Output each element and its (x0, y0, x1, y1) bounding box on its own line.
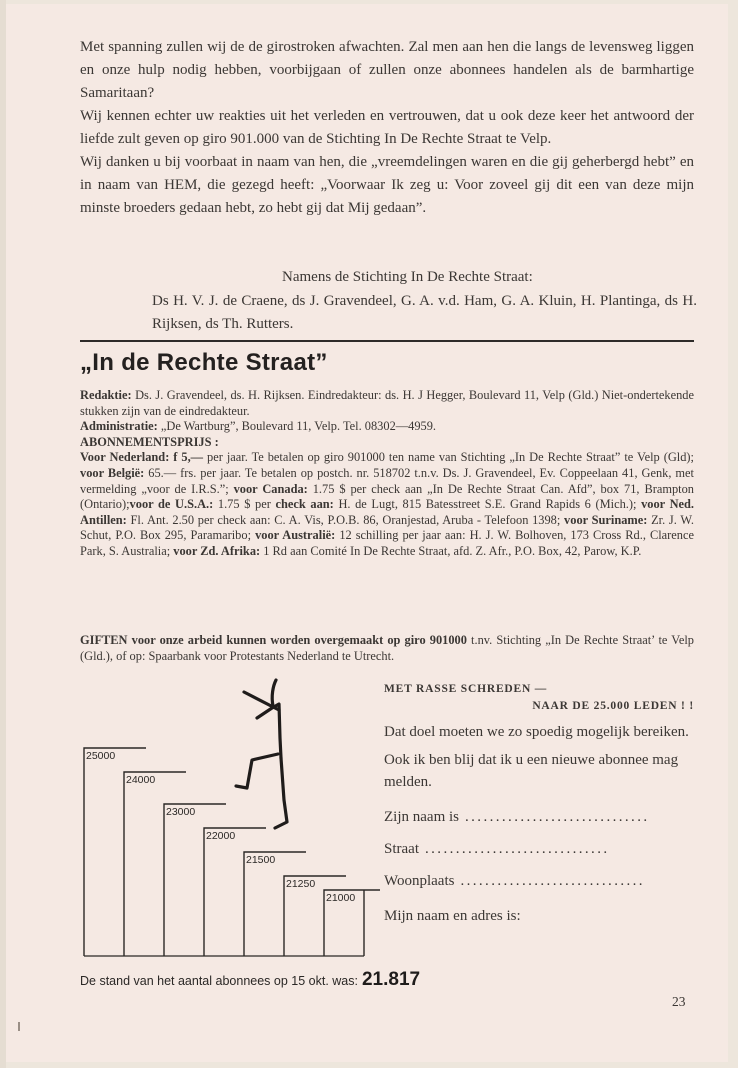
stair-step-24000 (124, 772, 186, 956)
page-number: 23 (672, 994, 686, 1009)
stair-label-24000: 24000 (126, 774, 156, 786)
ant-text: Fl. Ant. 2.50 per check aan: C. A. Vis, P.O.B. 86, Oranjestad, Aruba - Telefoon 1398; (126, 512, 565, 527)
colophon (80, 388, 694, 560)
prijs-text (80, 450, 694, 559)
us-text: 1.75 $ per (213, 497, 276, 512)
figure-body (257, 704, 281, 758)
name-dots: .............................. (465, 809, 650, 825)
stair-label-21000: 21000 (326, 892, 356, 904)
intro-paragraph-2: Wij kennen echter uw reakties uit het verleden en vertrouwen, dat u ook deze keer het antwoord der liefde zult geven op giro 901.000 van de Stichting In De Rechte Straat te Velp. (80, 108, 694, 147)
form-heading-1: MET RASSE SCHREDEN — (384, 683, 548, 695)
giften-body: t.nv. Stichting „In De Rechte Straat’ te Velp (Gld.), of op: Spaarbank voor Protestants Nederland te Utrecht. (80, 633, 694, 663)
print-speck (18, 1022, 20, 1031)
form-glad-text: Ook ik ben blij dat ik u een nieuwe abonnee mag melden. (384, 752, 679, 790)
au-text: 12 schilling per jaar aan: H. J. W. Bolhoven, 173 Cross Rd., Clarence Park, S. Australia; (80, 528, 694, 558)
giften-paragraph (80, 632, 694, 664)
subscriber-count (80, 969, 420, 991)
signature-names: Ds H. V. J. de Craene, ds J. Gravendeel, G. A. v.d. Ham, G. A. Kluin, H. Plantinga, ds H. Rijksen, ds Th. Rutters. (152, 293, 697, 332)
signature-lead: Namens de Stichting In De Rechte Straat: (282, 269, 533, 285)
subscriber-count-text: De stand van het aantal abonnees op 15 okt. was: (80, 974, 358, 988)
redaktie-label: Redaktie: (80, 388, 132, 402)
stair-label-21250: 21250 (286, 878, 316, 890)
stair-step-line (164, 804, 226, 956)
nl-label: Voor Nederland: f 5,— (80, 450, 204, 465)
figure-leg-front (236, 754, 278, 788)
redaktie-text: Ds. J. Gravendeel, ds. H. Rijksen. Eindredakteur: ds. H. J Hegger, Boulevard 11, Velp (Gld.) Niet-ondertekende stukken zijn van de eindredakteur. (80, 388, 694, 418)
admin-label: Administratie: (80, 419, 158, 434)
form-heading-2: NAAR DE 25.000 LEDEN ! ! (532, 700, 694, 712)
ant-label: voor Ned. Antillen: (80, 497, 695, 527)
name-label: Zijn naam is (384, 809, 459, 825)
giften-text (80, 632, 694, 664)
stair-step-23000 (164, 804, 226, 956)
intro-paragraph-3: Wij danken u bij voorbaat in naam van hen, die „vreemdelingen waren en die gij geherbergd hebt” en in naam van HEM, die gezegd heeft: „Voorwaar Ik zeg u: Voor zoveel gij dit een van deze mijn minste broeders gedaan hebt, zo hebt gij dat Mij gedaan”. (80, 154, 694, 216)
sr-text: Zr. J. W. Schut, P.O. Box 295, Paramaribo; (80, 512, 694, 543)
sr-label: voor Suriname: (564, 512, 648, 527)
nl-text: per jaar. Te betalen op giro 901000 ten name van Stichting „In De Rechte Straat” te Velp (Gld); (203, 450, 694, 465)
magazine-title: „In de Rechte Straat” (80, 349, 328, 376)
figure-head (272, 680, 276, 706)
us-label: voor de U.S.A.: (129, 497, 214, 512)
section-divider (80, 340, 694, 342)
street-label: Straat (384, 841, 419, 857)
city-field[interactable] (384, 871, 696, 891)
form-goal-text: Dat doel moeten we zo spoedig mogelijk bereiken. (384, 724, 689, 740)
subscriber-count-number: 21.817 (361, 969, 421, 990)
prijs-heading-text: ABONNEMENTSPRIJS : (80, 434, 219, 449)
au-label: voor Australië: (255, 528, 336, 543)
stair-step-21500 (244, 852, 306, 956)
ca-text: 1.75 $ per check aan „In De Rechte Straat Can. Afd”, box 71, Brampton (Ontario); (80, 481, 694, 512)
city-label: Woonplaats (384, 873, 455, 889)
giften-label: GIFTEN (80, 633, 128, 647)
street-dots: .............................. (425, 841, 610, 857)
city-dots: .............................. (460, 873, 645, 889)
prijs-heading (80, 435, 694, 451)
za-text: 1 Rd aan Comité In De Rechte Straat, afd. Z. Afr., P.O. Box, 42, Parow, K.P. (260, 543, 642, 558)
stair-label-22000: 22000 (206, 830, 236, 842)
stair-label-23000: 23000 (166, 806, 196, 818)
stair-step-line (204, 828, 266, 956)
be-label: voor België: (80, 465, 145, 480)
stair-label-21500: 21500 (246, 854, 276, 866)
figure-leg-back (275, 758, 287, 828)
colophon-redaktie (80, 388, 694, 419)
street-field[interactable] (384, 839, 696, 859)
colophon-administratie (80, 419, 694, 435)
name-field[interactable] (384, 807, 696, 827)
stair-label-25000: 25000 (86, 750, 116, 762)
intro-paragraph-1: Met spanning zullen wij de de girostroken afwachten. Zal men aan hen die langs de levensweg liggen en onze hulp nodig hebben, voorbijgaan of zullen onze abonnees handelen als de barmhartige Samaritaan? (80, 39, 694, 101)
za-label: voor Zd. Afrika: (173, 543, 261, 558)
stair-step-22000 (204, 828, 266, 956)
stair-step-line (244, 852, 306, 956)
ca-label: voor Canada: (233, 481, 308, 496)
admin-text: „De Wartburg”, Boulevard 11, Velp. Tel. 08302—4959. (157, 419, 437, 434)
staircase-chart (80, 676, 380, 966)
be-text: 65.— frs. per jaar. Te betalen op postch. nr. 518702 t.n.v. Ds. J. Gravendeel, Ev. Coppeelaan 41, Genk, met vermelding „voor de I.R.S.”; (80, 465, 694, 496)
us-address: H. de Lugt, 815 Batesstreet S.E. Grand Rapids 6 (Mich.); (333, 497, 642, 512)
intro-text (80, 36, 694, 220)
climbing-figure (236, 680, 287, 828)
giften-label-rest: voor onze arbeid kunnen worden overgemaakt op giro 901000 (127, 633, 467, 647)
subscription-form (384, 681, 696, 927)
own-address-label: Mijn naam en adres is: (384, 908, 521, 924)
staircase-svg (80, 676, 380, 966)
stair-step-line (124, 772, 186, 956)
us-check: check aan: (275, 497, 334, 512)
